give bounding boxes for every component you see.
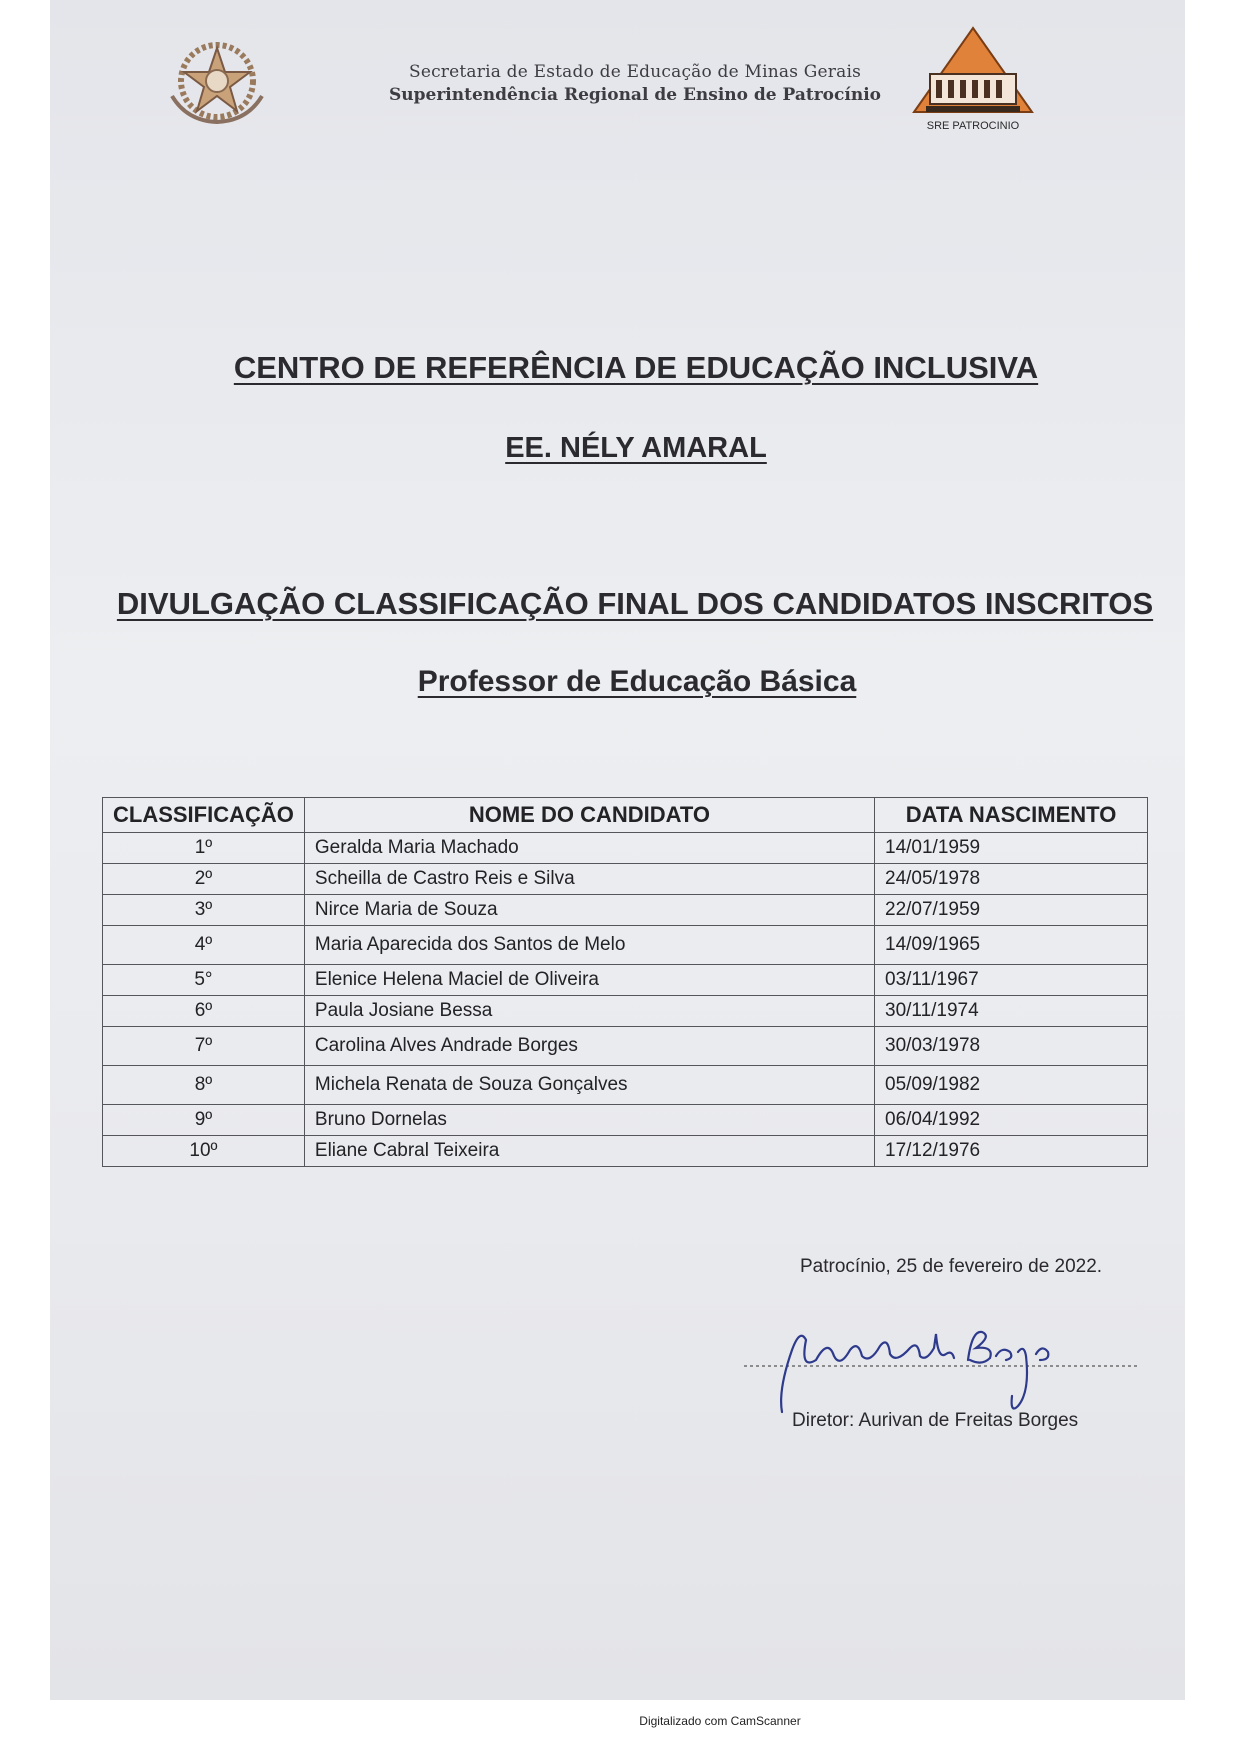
minas-gerais-seal-icon [162, 36, 272, 126]
cell-classificacao: 4º [103, 926, 305, 965]
cell-nascimento: 14/09/1965 [875, 926, 1148, 965]
table-row [103, 1105, 1148, 1136]
cell-classificacao: 2º [103, 864, 305, 895]
cell-nome: Scheilla de Castro Reis e Silva [304, 864, 874, 895]
cell-nome: Maria Aparecida dos Santos de Melo [304, 926, 874, 965]
cell-nome: Paula Josiane Bessa [304, 996, 874, 1027]
header-classificacao: CLASSIFICAÇÃO [103, 798, 305, 833]
cargo-title: Professor de Educação Básica [417, 665, 857, 698]
cell-nascimento: 03/11/1967 [875, 965, 1148, 996]
cell-classificacao: 9º [103, 1105, 305, 1136]
cell-classificacao: 5° [103, 965, 305, 996]
table-row [103, 926, 1148, 965]
table-row [103, 1066, 1148, 1105]
cell-nome: Geralda Maria Machado [304, 833, 874, 864]
sre-building-icon [908, 26, 1038, 120]
cell-nascimento: 22/07/1959 [875, 895, 1148, 926]
cell-classificacao: 8º [103, 1066, 305, 1105]
table-row [103, 864, 1148, 895]
header-nascimento: DATA NASCIMENTO [875, 798, 1148, 833]
place-date: Patrocínio, 25 de fevereiro de 2022. [800, 1256, 1103, 1277]
table-row [103, 996, 1148, 1027]
sre-logo-label: SRE PATROCINIO [926, 120, 1020, 132]
table-row [103, 833, 1148, 864]
sre-logo [908, 26, 1038, 132]
camscanner-footer: Digitalizado com CamScanner [639, 1714, 801, 1728]
cell-nome: Nirce Maria de Souza [304, 895, 874, 926]
cell-nascimento: 17/12/1976 [875, 1136, 1148, 1167]
centro-title: CENTRO DE REFERÊNCIA DE EDUCAÇÃO INCLUSIVA [233, 350, 1039, 385]
institution-header [370, 62, 900, 105]
cell-classificacao: 10º [103, 1136, 305, 1167]
cell-nome: Carolina Alves Andrade Borges [304, 1027, 874, 1066]
header-nome: NOME DO CANDIDATO [304, 798, 874, 833]
cell-nascimento: 30/03/1978 [875, 1027, 1148, 1066]
cell-nascimento: 05/09/1982 [875, 1066, 1148, 1105]
table-row [103, 965, 1148, 996]
table-header-row [103, 798, 1148, 833]
superintendencia-line: Superintendência Regional de Ensino de Patrocínio [389, 85, 881, 105]
table-row [103, 1136, 1148, 1167]
cell-classificacao: 7º [103, 1027, 305, 1066]
cell-nome: Eliane Cabral Teixeira [304, 1136, 874, 1167]
cell-classificacao: 1º [103, 833, 305, 864]
secretaria-line: Secretaria de Estado de Educação de Minas Gerais [408, 62, 862, 82]
cell-nascimento: 14/01/1959 [875, 833, 1148, 864]
cell-classificacao: 3º [103, 895, 305, 926]
cell-nascimento: 24/05/1978 [875, 864, 1148, 895]
director-name: Diretor: Aurivan de Freitas Borges [792, 1410, 1079, 1431]
classification-table [102, 797, 1148, 1167]
cell-nascimento: 06/04/1992 [875, 1105, 1148, 1136]
cell-nome: Michela Renata de Souza Gonçalves [304, 1066, 874, 1105]
cell-classificacao: 6º [103, 996, 305, 1027]
divulgacao-title: DIVULGAÇÃO CLASSIFICAÇÃO FINAL DOS CANDIDATOS INSCRITOS [116, 586, 1154, 621]
cell-nascimento: 30/11/1974 [875, 996, 1148, 1027]
table-row [103, 895, 1148, 926]
cell-nome: Elenice Helena Maciel de Oliveira [304, 965, 874, 996]
school-title: EE. NÉLY AMARAL [505, 432, 767, 464]
table-row [103, 1027, 1148, 1066]
cell-nome: Bruno Dornelas [304, 1105, 874, 1136]
